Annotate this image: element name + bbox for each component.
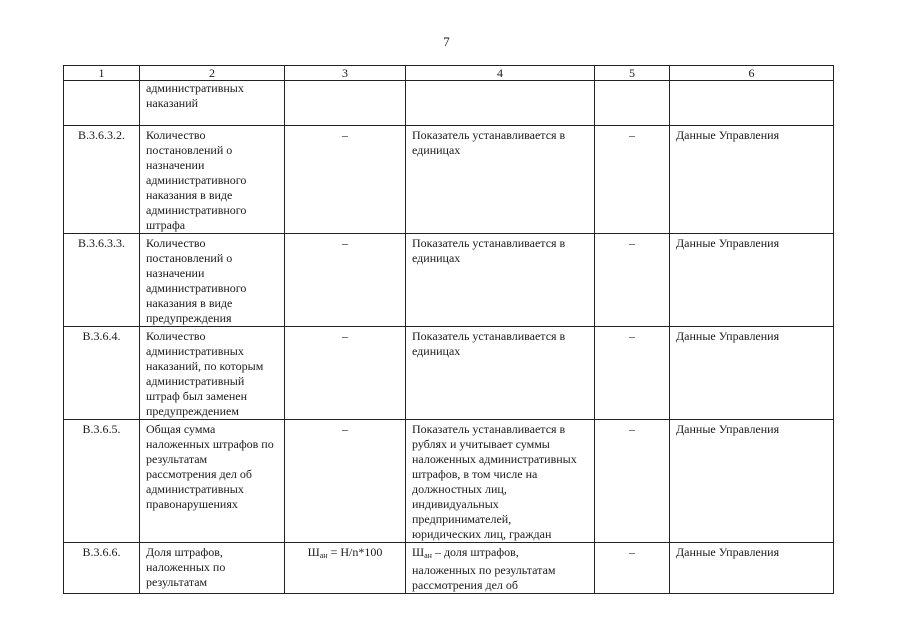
table-row-continuation xyxy=(64,81,834,126)
cell-col5: – xyxy=(595,543,670,594)
header-row xyxy=(64,66,834,81)
cell-description: Показатель устанавливается в единицах xyxy=(406,126,595,234)
cell-name: Доля штрафов, наложенных по результатам xyxy=(140,543,285,594)
indicators-table xyxy=(63,65,834,594)
cell-col5: – xyxy=(595,234,670,327)
table-row xyxy=(64,126,834,234)
cell-source: Данные Управления xyxy=(670,126,834,234)
cell-formula xyxy=(285,81,406,126)
cell-col5: – xyxy=(595,420,670,543)
cell-name: административных наказаний xyxy=(140,81,285,126)
cell-name: Количество постановлений о назначении административного наказания в виде административного штрафа xyxy=(140,126,285,234)
cell-name: Общая сумма наложенных штрафов по результатам рассмотрения дел об административных правонарушениях xyxy=(140,420,285,543)
table-row xyxy=(64,420,834,543)
header-cell-4: 4 xyxy=(406,66,595,81)
cell-formula: – xyxy=(285,126,406,234)
table-row xyxy=(64,543,834,594)
cell-code: В.3.6.6. xyxy=(64,543,140,594)
cell-description xyxy=(406,81,595,126)
cell-source: Данные Управления xyxy=(670,543,834,594)
cell-source: Данные Управления xyxy=(670,327,834,420)
cell-source: Данные Управления xyxy=(670,420,834,543)
description-symbol: Ш xyxy=(412,545,425,559)
header-cell-1: 1 xyxy=(64,66,140,81)
cell-col5: – xyxy=(595,327,670,420)
cell-col5 xyxy=(595,81,670,126)
cell-description: Показатель устанавливается в рублях и учитывает суммы наложенных административных штрафов, в том числе на должностных лиц, индивидуальных предпринимателей, юридических лиц, граждан xyxy=(406,420,595,543)
cell-code: В.3.6.5. xyxy=(64,420,140,543)
cell-description: Показатель устанавливается в единицах xyxy=(406,327,595,420)
formula-symbol: Ш xyxy=(307,545,320,559)
cell-col5: – xyxy=(595,126,670,234)
description-text: – доля штрафов, наложенных по результатам рассмотрения дел об xyxy=(412,545,556,592)
cell-code: В.3.6.4. xyxy=(64,327,140,420)
formula-expression: = Н/n*100 xyxy=(327,545,383,559)
cell-source: Данные Управления xyxy=(670,234,834,327)
cell-description xyxy=(406,543,595,594)
cell-formula: – xyxy=(285,234,406,327)
table-row xyxy=(64,327,834,420)
cell-description: Показатель устанавливается в единицах xyxy=(406,234,595,327)
cell-formula: – xyxy=(285,420,406,543)
table-row xyxy=(64,234,834,327)
formula-subscript: ан xyxy=(319,551,328,560)
cell-name: Количество постановлений о назначении административного наказания в виде предупреждения xyxy=(140,234,285,327)
header-cell-2: 2 xyxy=(140,66,285,81)
cell-formula: – xyxy=(285,327,406,420)
header-cell-6: 6 xyxy=(670,66,834,81)
description-subscript: ан xyxy=(424,551,432,560)
cell-name: Количество административных наказаний, по которым административный штраф был заменен предупреждением xyxy=(140,327,285,420)
cell-source xyxy=(670,81,834,126)
header-cell-5: 5 xyxy=(595,66,670,81)
cell-code: В.3.6.3.2. xyxy=(64,126,140,234)
header-cell-3: 3 xyxy=(285,66,406,81)
cell-formula xyxy=(285,543,406,594)
cell-code xyxy=(64,81,140,126)
page-number: 7 xyxy=(443,34,450,49)
cell-code: В.3.6.3.3. xyxy=(64,234,140,327)
